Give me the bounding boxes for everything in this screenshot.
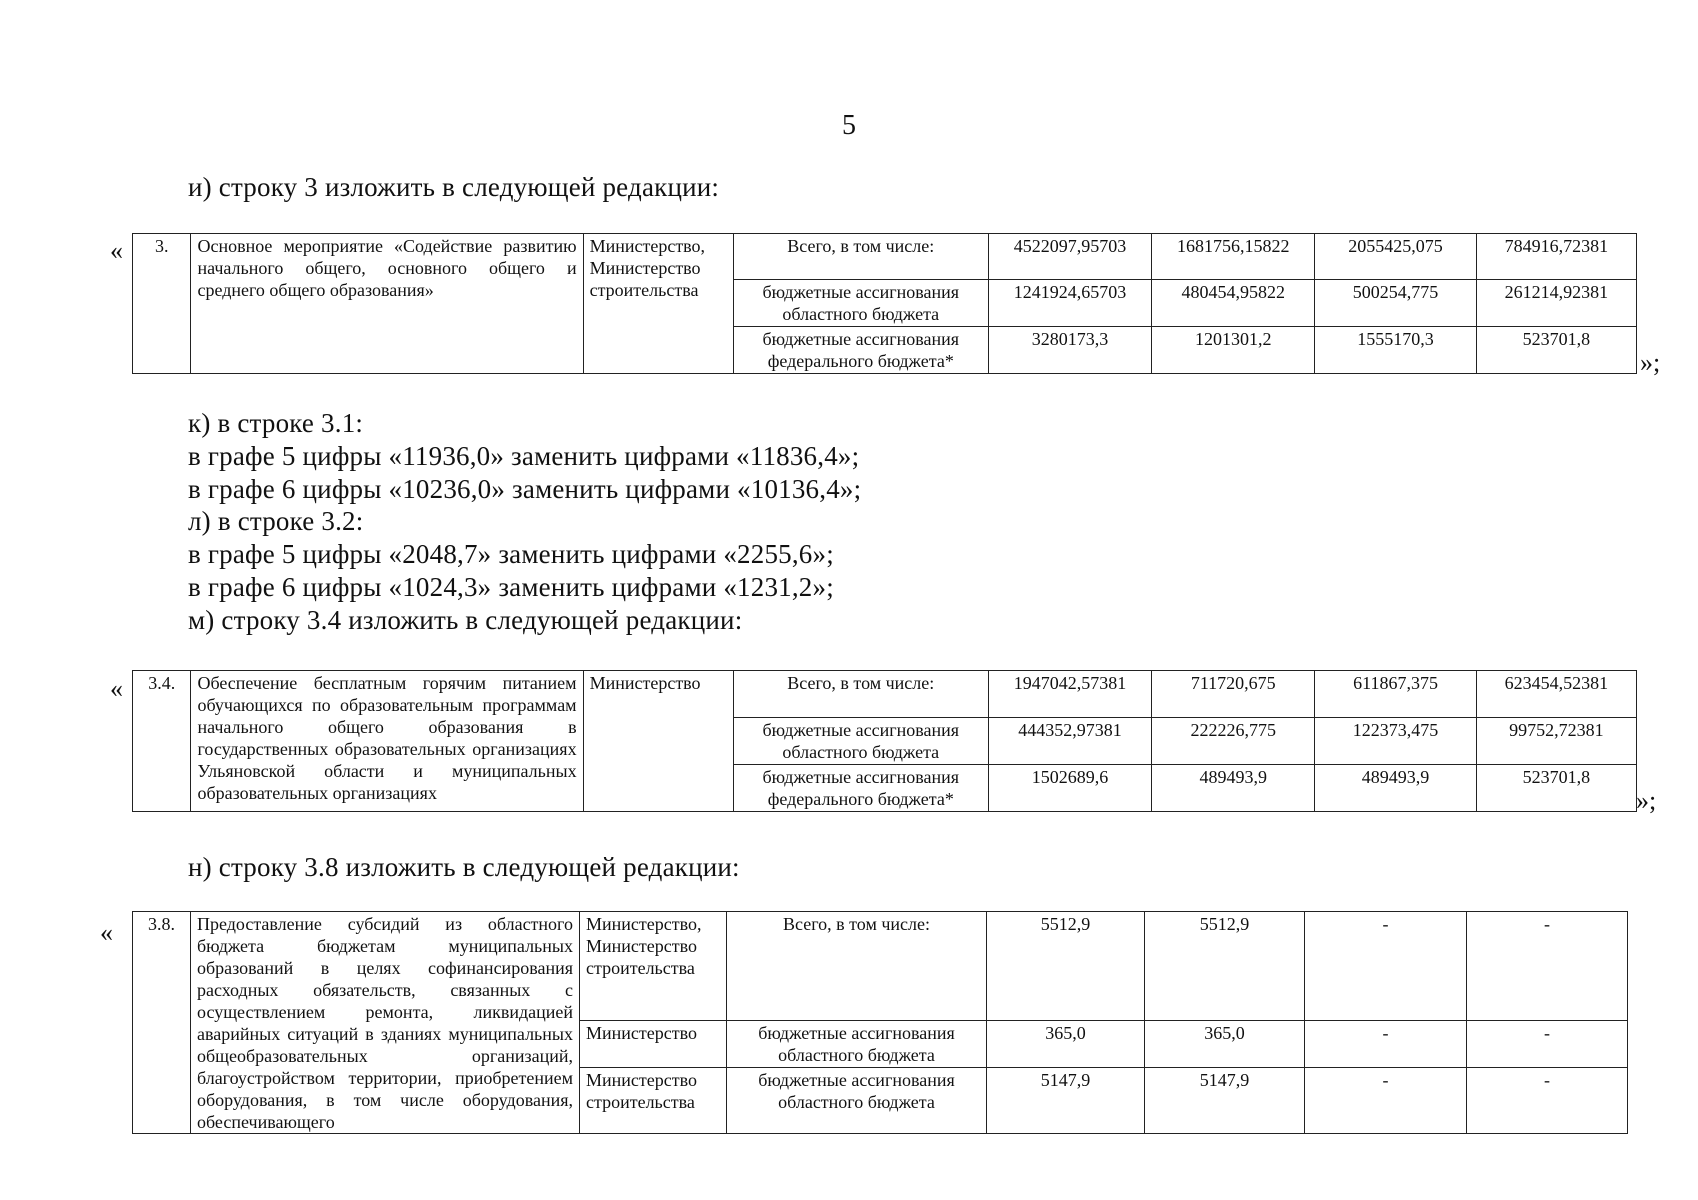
responsible-executor: Министерство bbox=[580, 1021, 727, 1068]
row-number: 3.8. bbox=[133, 912, 191, 1134]
responsible-executor: Министерство bbox=[583, 671, 733, 812]
amount-year-1: 5512,9 bbox=[1145, 912, 1305, 1021]
event-name: Обеспечение бесплатным горячим питанием обучающихся по образовательным программам начального общего образования в государственных образовательных организациях Ульяновской области и муниципальных образовательных организациях bbox=[191, 671, 583, 812]
amount-year-3: 623454,52381 bbox=[1476, 671, 1636, 718]
amount-year-2: 2055425,075 bbox=[1315, 234, 1476, 280]
amount-year-1: 711720,675 bbox=[1152, 671, 1315, 718]
funding-source: Всего, в том числе: bbox=[727, 912, 987, 1021]
funding-source: бюджетные ассигнования областного бюджета bbox=[727, 1068, 987, 1134]
amount-total: 5147,9 bbox=[987, 1068, 1145, 1134]
instruction-k: к) в строке 3.1: bbox=[188, 408, 364, 438]
instruction-l-2: в графе 6 цифры «1024,3» заменить цифрами «1231,2»; bbox=[188, 572, 834, 602]
amount-year-1: 1681756,15822 bbox=[1152, 234, 1315, 280]
table-row bbox=[133, 912, 1628, 1021]
responsible-executor: Министерство строительства bbox=[580, 1068, 727, 1134]
funding-source: бюджетные ассигнования областного бюджета bbox=[727, 1021, 987, 1068]
amount-total: 1502689,6 bbox=[988, 765, 1151, 812]
funding-source: Всего, в том числе: bbox=[733, 234, 988, 280]
instruction-n: н) строку 3.8 изложить в следующей редакции: bbox=[188, 852, 740, 882]
amount-year-3: 99752,72381 bbox=[1476, 718, 1636, 765]
amount-year-1: 1201301,2 bbox=[1152, 327, 1315, 374]
table-row-3-8 bbox=[132, 911, 1628, 1134]
opening-quote: « bbox=[110, 236, 123, 265]
amount-total: 365,0 bbox=[987, 1021, 1145, 1068]
responsible-executor: Министерство, Министерство строительства bbox=[580, 912, 727, 1021]
amount-year-1: 5147,9 bbox=[1145, 1068, 1305, 1134]
page-number: 5 bbox=[842, 110, 856, 141]
instruction-k-2: в графе 6 цифры «10236,0» заменить цифрами «10136,4»; bbox=[188, 474, 862, 504]
amount-year-3: - bbox=[1467, 1068, 1628, 1134]
amount-total: 444352,97381 bbox=[988, 718, 1151, 765]
amount-year-1: 480454,95822 bbox=[1152, 280, 1315, 327]
opening-quote: « bbox=[110, 674, 123, 703]
amount-year-2: 500254,775 bbox=[1315, 280, 1476, 327]
event-name: Предоставление субсидий из областного бюджета бюджетам муниципальных образований в целях софинансирования расходных обязательств, связанных с осуществлением ремонта, ликвидацией аварийных ситуаций в зданиях муниципальных общеобразовательных организаций, благоустройством территории, приобретением оборудования, в том числе оборудования, обеспечивающего bbox=[191, 912, 580, 1134]
amount-year-2: 122373,475 bbox=[1315, 718, 1476, 765]
amount-year-2: 611867,375 bbox=[1315, 671, 1476, 718]
opening-quote: « bbox=[100, 918, 113, 947]
amount-year-1: 489493,9 bbox=[1152, 765, 1315, 812]
amount-total: 3280173,3 bbox=[988, 327, 1151, 374]
amount-year-2: - bbox=[1305, 1068, 1467, 1134]
funding-source: бюджетные ассигнования областного бюджета bbox=[733, 718, 988, 765]
instruction-l-1: в графе 5 цифры «2048,7» заменить цифрами «2255,6»; bbox=[188, 539, 834, 569]
amount-year-2: - bbox=[1305, 1021, 1467, 1068]
amount-year-3: - bbox=[1467, 912, 1628, 1021]
amount-year-1: 365,0 bbox=[1145, 1021, 1305, 1068]
funding-source: бюджетные ассигнования федерального бюджета* bbox=[733, 327, 988, 374]
instruction-m: м) строку 3.4 изложить в следующей редакции: bbox=[188, 605, 743, 635]
row-number: 3. bbox=[133, 234, 191, 374]
amount-year-3: - bbox=[1467, 1021, 1628, 1068]
amount-year-3: 523701,8 bbox=[1476, 765, 1636, 812]
row-number: 3.4. bbox=[133, 671, 191, 812]
funding-source: бюджетные ассигнования областного бюджета bbox=[733, 280, 988, 327]
instruction-k-1: в графе 5 цифры «11936,0» заменить цифрами «11836,4»; bbox=[188, 441, 860, 471]
amount-total: 5512,9 bbox=[987, 912, 1145, 1021]
table-row bbox=[133, 671, 1637, 718]
amount-year-3: 523701,8 bbox=[1476, 327, 1636, 374]
instruction-l: л) в строке 3.2: bbox=[188, 506, 364, 536]
closing-quote: »; bbox=[1636, 786, 1657, 815]
table-row bbox=[133, 234, 1637, 280]
responsible-executor: Министерство, Министерство строительства bbox=[583, 234, 733, 374]
amount-total: 4522097,95703 bbox=[988, 234, 1151, 280]
amount-total: 1947042,57381 bbox=[988, 671, 1151, 718]
event-name: Основное мероприятие «Содействие развитию начального общего, основного общего и среднего общего образования» bbox=[191, 234, 583, 374]
closing-quote: »; bbox=[1640, 348, 1661, 377]
amount-total: 1241924,65703 bbox=[988, 280, 1151, 327]
instruction-i: и) строку 3 изложить в следующей редакции: bbox=[188, 172, 720, 202]
table-row-3 bbox=[132, 233, 1637, 374]
amount-year-2: 489493,9 bbox=[1315, 765, 1476, 812]
funding-source: бюджетные ассигнования федерального бюджета* bbox=[733, 765, 988, 812]
amount-year-1: 222226,775 bbox=[1152, 718, 1315, 765]
amount-year-2: - bbox=[1305, 912, 1467, 1021]
amount-year-3: 261214,92381 bbox=[1476, 280, 1636, 327]
funding-source: Всего, в том числе: bbox=[733, 671, 988, 718]
amount-year-2: 1555170,3 bbox=[1315, 327, 1476, 374]
amount-year-3: 784916,72381 bbox=[1476, 234, 1636, 280]
table-row-3-4 bbox=[132, 670, 1637, 812]
